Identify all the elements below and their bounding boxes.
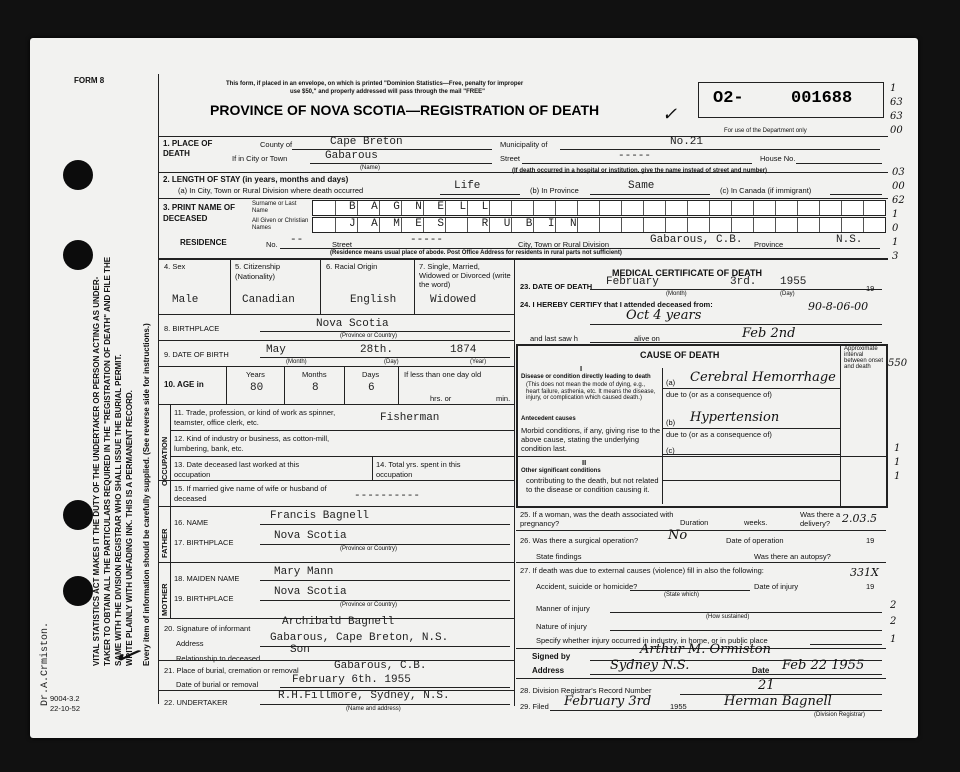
father-name-value: Francis Bagnell xyxy=(270,510,370,522)
residence-street-label: Street xyxy=(332,240,353,249)
less-than-day-label: If less than one day old xyxy=(404,370,482,379)
margin-check: ✓ xyxy=(108,634,145,677)
informant-value: Archibald Bagnell xyxy=(282,616,395,628)
weeks-label: weeks. xyxy=(744,518,768,527)
nature-label: Nature of injury xyxy=(536,622,587,631)
trade-value: Fisherman xyxy=(380,412,440,424)
cause-b-label: (b) xyxy=(666,418,676,427)
registrar-signature: Herman Bagnell xyxy=(724,694,832,709)
citizenship-label: 5. Citizenship (Nationality) xyxy=(235,262,281,281)
undertaker-label: 22. UNDERTAKER xyxy=(164,698,228,707)
margin-code: 3 xyxy=(892,251,899,262)
father-birthplace-value: Nova Scotia xyxy=(274,530,347,542)
years-value: 80 xyxy=(250,382,264,394)
death-month-caption: (Month) xyxy=(666,291,687,297)
margin-code: 2 xyxy=(890,600,897,611)
stay-city-label: (a) In City, Town or Rural Division where death occurred xyxy=(178,186,364,195)
filed-value: February 3rd xyxy=(564,694,652,709)
residence-province-value: N.S. xyxy=(836,234,863,246)
sidebar-note-3: SAME WITH THE DIVISION REGISTRAR WHO SHALL ISSUE THE BURIAL PERMIT. xyxy=(114,354,123,666)
record-number-label: 28. Division Registrar's Record Number xyxy=(520,686,652,695)
other-conditions-label: Other significant conditions xyxy=(521,468,601,474)
margin-codes-top xyxy=(890,82,912,138)
operation-value: No xyxy=(668,528,688,543)
street-label: Street xyxy=(500,154,521,163)
due-to-a: due to (or as a consequence of) xyxy=(666,390,772,399)
city-town-value: Gabarous xyxy=(325,150,378,162)
county-label: County of xyxy=(260,140,293,149)
stay-province-value: Same xyxy=(628,180,655,192)
death-day: 3rd. xyxy=(730,276,757,288)
punch-hole xyxy=(63,240,93,270)
margin-code: 2 xyxy=(890,616,897,627)
hrs-label: hrs. or xyxy=(430,394,452,403)
residence-city-label: City, Town or Rural Division xyxy=(518,240,609,249)
residence-street-value: ----- xyxy=(410,234,444,246)
margin-code: 63 xyxy=(890,111,903,122)
state-which-caption: (State which) xyxy=(664,592,700,598)
accident-label: Accident, suicide or homicide? xyxy=(536,582,638,591)
stay-province-label: (b) In Province xyxy=(530,186,579,195)
informant-address-label: Address xyxy=(176,639,204,648)
death-month: February xyxy=(606,276,659,288)
how-sustained-caption: (How sustained) xyxy=(706,614,750,620)
father-name-label: 16. NAME xyxy=(174,518,209,527)
father-province-caption: (Province or Country) xyxy=(340,546,398,552)
punch-hole xyxy=(63,576,93,606)
cause-b-value: Hypertension xyxy=(690,410,780,425)
last-worked-label: 13. Date deceased last worked at this occupation xyxy=(174,460,300,479)
municipality-value: No.21 xyxy=(670,136,704,148)
autopsy-label: Was there an autopsy? xyxy=(754,552,831,561)
residence-label: RESIDENCE xyxy=(180,238,227,247)
day-caption: (Day) xyxy=(384,359,399,365)
margin-name: Dr.A.Crmiston. xyxy=(40,621,51,706)
residence-no-value: -- xyxy=(290,234,304,246)
residence-no-label: No. xyxy=(266,240,278,249)
margin-code: 2.03.5 xyxy=(842,512,877,525)
interval-header: Approximate interval between onset and death xyxy=(844,346,884,370)
death-registration-form xyxy=(30,38,918,738)
postal-note-2: use $50," and properly addressed will pass through the mail "FREE" xyxy=(290,89,485,95)
county-value: Cape Breton xyxy=(330,136,403,148)
margin-code: 63 xyxy=(890,97,903,108)
margin-codes-low xyxy=(894,442,916,484)
other-conditions-note: contributing to the death, but not related to the disease or condition causing it. xyxy=(526,476,659,494)
reg-prefix: O2- xyxy=(713,89,744,108)
sex-value: Male xyxy=(172,294,199,306)
surname-boxes xyxy=(312,200,886,216)
informant-signature-label: 20. Signature of informant xyxy=(164,624,251,633)
days-label: Days xyxy=(362,370,380,379)
wife-name-label: 15. If married give name of wife or husband of deceased xyxy=(174,484,327,503)
sidebar-note-5: Every item of information should be carefully supplied. (See reverse side for instructions.) xyxy=(142,323,151,666)
mother-birthplace-label: 19. BIRTHPLACE xyxy=(174,594,234,603)
death-date-label: 23. DATE OF DEATH xyxy=(520,282,593,291)
margin-code: 1 xyxy=(894,471,901,482)
injury-year-suffix: 19 xyxy=(866,582,875,591)
death-year: 1955 xyxy=(780,276,807,288)
mother-name-label: 18. MAIDEN NAME xyxy=(174,574,240,583)
house-no-label: House No. xyxy=(760,154,796,163)
racial-origin-label: 6. Racial Origin xyxy=(326,262,378,271)
dob-year: 1874 xyxy=(450,344,477,356)
stay-city-value: Life xyxy=(454,180,481,192)
length-of-stay-label: 2. LENGTH OF STAY (in years, months and days) xyxy=(163,175,349,184)
last-saw-value: Feb 2nd xyxy=(742,326,796,341)
punch-hole xyxy=(63,160,93,190)
injury-date-label: Date of injury xyxy=(754,582,799,591)
residence-note: (Residence means usual place of abode. Post Office Address for residents in rural parts not sufficient) xyxy=(330,250,622,256)
operation-label: 26. Was there a surgical operation? xyxy=(520,536,639,545)
doctor-address-value: Sydney N.S. xyxy=(610,658,690,673)
postal-note: This form, if placed in an envelope, on which is printed "Dominion Statistics—Free, penalty for improper xyxy=(226,81,524,87)
findings-label: State findings xyxy=(536,552,582,561)
dept-use-caption: For use of the Department only xyxy=(724,128,807,134)
antecedent-label: Antecedent causes xyxy=(521,416,576,422)
mother-name-value: Mary Mann xyxy=(274,566,334,578)
duration-label: Duration xyxy=(680,518,709,527)
relationship-label: Relationship to deceased xyxy=(176,654,261,663)
certify-label: 24. I HEREBY CERTIFY that I attended deceased from: xyxy=(520,300,713,309)
dob-label: 9. DATE OF BIRTH xyxy=(164,350,229,359)
reg-number: 001688 xyxy=(791,89,853,108)
birthplace-value: Nova Scotia xyxy=(316,318,389,330)
registration-number-box xyxy=(698,82,884,118)
industry-question: Specify whether injury occurred in industry, in home, or in public place xyxy=(536,636,768,645)
antecedent-note: Morbid conditions, if any, giving rise to the above cause, stating the underlying condition last. xyxy=(521,426,661,453)
marital-status-label: 7. Single, Married, Widowed or Divorced (write the word) xyxy=(419,262,511,289)
mother-birthplace-value: Nova Scotia xyxy=(274,586,347,598)
street-value: ----- xyxy=(618,150,652,162)
margin-code: 00 xyxy=(890,125,903,136)
margin-code: 331X xyxy=(850,566,879,579)
medical-certificate-header: MEDICAL CERTIFICATE OF DEATH xyxy=(612,268,762,278)
year-caption: (Year) xyxy=(470,359,487,365)
province-caption: (Province or Country) xyxy=(340,333,398,339)
burial-date-label: Date of burial or removal xyxy=(176,680,259,689)
months-label: Months xyxy=(302,370,327,379)
mother-province-caption: (Province or Country) xyxy=(340,602,398,608)
wife-name-value: ---------- xyxy=(354,490,421,502)
form-number: FORM 8 xyxy=(74,76,105,85)
age-label: 10. AGE in xyxy=(164,380,204,389)
form-code: 9004-3.2 xyxy=(50,694,80,703)
hospital-note: (If death occurred in a hospital or institution, give the name instead of street and number) xyxy=(512,168,768,174)
pregnancy-label: 25. If a woman, was the death associated with pregnancy? xyxy=(520,510,674,528)
cause-c-label: (c) xyxy=(666,446,675,455)
margin-codes-mid xyxy=(892,166,914,264)
industry-label: 12. Kind of industry or business, as cotton-mill, lumbering, bank, etc. xyxy=(174,434,330,453)
city-town-label: If in City or Town xyxy=(232,154,288,163)
operation-date-label: Date of operation xyxy=(726,536,784,545)
given-names-value: JAMES RUBIN xyxy=(349,218,593,230)
part-two-label: II xyxy=(582,458,587,467)
margin-code: 00 xyxy=(892,181,905,192)
name-caption: (Name) xyxy=(360,165,381,171)
filed-year: 1955 xyxy=(670,702,687,711)
sign-date-label: Date xyxy=(752,666,770,675)
sidebar-note-2: TAKER TO OBTAIN ALL THE PARTICULARS REQUIRED IN THE "REGISTRATION OF DEATH" AND FILE THE xyxy=(103,256,112,666)
citizenship-value: Canadian xyxy=(242,294,295,306)
sex-label: 4. Sex xyxy=(164,262,186,271)
margin-code: 550 xyxy=(888,358,908,369)
margin-code: 1 xyxy=(890,83,897,94)
margin-code: 1 xyxy=(892,209,899,220)
death-year-suffix: 19 xyxy=(866,284,875,293)
place-of-death-label: 1. PLACE OF DEATH xyxy=(163,139,213,158)
undertaker-caption: (Name and address) xyxy=(346,706,401,712)
print-name-label: 3. PRINT NAME OF DECEASED xyxy=(163,203,236,223)
stay-canada-label: (c) In Canada (if immigrant) xyxy=(720,186,812,195)
informant-address-value: Gabarous, Cape Breton, N.S. xyxy=(270,632,449,644)
external-causes-label: 27. If death was due to external causes (violence) fill in also the following: xyxy=(520,566,764,575)
sidebar-note-1: VITAL STATISTICS ACT MAKES IT THE DUTY OF THE UNDERTAKER OR PERSON ACTING AS UNDER- xyxy=(92,276,101,666)
relationship-value: Son xyxy=(290,644,310,656)
due-to-b: due to (or as a consequence of) xyxy=(666,430,772,439)
cause-a-value: Cerebral Hemorrhage xyxy=(690,370,836,385)
signed-by-value: Arthur M. Ormiston xyxy=(640,642,771,657)
alive-on-label: alive on xyxy=(634,334,660,343)
cause-header: CAUSE OF DEATH xyxy=(640,350,720,360)
margin-code: 0 xyxy=(892,223,899,234)
mother-side-label: MOTHER xyxy=(160,583,169,616)
residence-province-label: Province xyxy=(754,240,784,249)
given-names-label: All Given or Christian Names xyxy=(252,218,309,231)
days-value: 6 xyxy=(368,382,375,394)
side-note: 90-8-06-00 xyxy=(808,300,869,313)
attended-value: Oct 4 years xyxy=(626,308,702,323)
margin-code: 03 xyxy=(892,167,905,178)
doctor-address-label: Address xyxy=(532,666,565,675)
father-side-label: FATHER xyxy=(160,528,169,558)
form-code-date: 22-10-52 xyxy=(50,704,81,713)
operation-year-suffix: 19 xyxy=(866,536,875,545)
burial-date-value: February 6th. 1955 xyxy=(292,674,411,686)
burial-place-value: Gabarous, C.B. xyxy=(334,660,427,672)
sidebar-note-4: WRITE PLAINLY WITH UNFADING INK. THIS IS A PERMANENT RECORD. xyxy=(125,390,134,666)
tick-mark: ✓ xyxy=(662,104,678,125)
cause-a-label: (a) xyxy=(666,378,676,387)
margin-code: 1 xyxy=(894,443,901,454)
father-birthplace-label: 17. BIRTHPLACE xyxy=(174,538,234,547)
racial-origin-value: English xyxy=(350,294,397,306)
residence-city-value: Gabarous, C.B. xyxy=(650,234,743,246)
manner-label: Manner of injury xyxy=(536,604,590,613)
form-title: PROVINCE OF NOVA SCOTIA—REGISTRATION OF DEATH xyxy=(210,102,600,118)
birthplace-label: 8. BIRTHPLACE xyxy=(164,324,220,333)
min-label: min. xyxy=(496,394,511,403)
disease-note: (This does not mean the mode of dying, e.g., heart failure, asthenia, etc. It means the disease, injury, or complication which caused death.) xyxy=(526,382,656,401)
record-number-value: 21 xyxy=(758,678,775,693)
surname-label: Surname or Last Name xyxy=(252,201,297,214)
municipality-label: Municipality of xyxy=(500,140,548,149)
margin-code: 1 xyxy=(890,634,897,645)
margin-code: 1 xyxy=(892,237,899,248)
burial-place-label: 21. Place of burial, cremation or removal xyxy=(164,666,299,675)
registrar-caption: (Division Registrar) xyxy=(814,712,866,718)
surname-value: BAGNELL xyxy=(349,201,504,213)
delivery-label: Was there a delivery? xyxy=(800,510,841,528)
sign-date-value: Feb 22 1955 xyxy=(782,658,865,673)
years-label: Years xyxy=(246,370,265,379)
dob-day: 28th. xyxy=(360,344,394,356)
total-years-label: 14. Total yrs. spent in this occupation xyxy=(376,460,461,479)
dob-month: May xyxy=(266,344,286,356)
occupation-side-label: OCCUPATION xyxy=(160,436,169,486)
marital-status-value: Widowed xyxy=(430,294,477,306)
disease-label: Disease or condition directly leading to death xyxy=(521,374,651,380)
month-caption: (Month) xyxy=(286,359,307,365)
margin-code: 1 xyxy=(894,457,901,468)
months-value: 8 xyxy=(312,382,319,394)
death-day-caption: (Day) xyxy=(780,291,795,297)
given-names-boxes xyxy=(312,217,886,233)
last-saw-label: and last saw h xyxy=(530,334,578,343)
filed-label: 29. Filed xyxy=(520,702,549,711)
punch-hole xyxy=(63,500,93,530)
signed-by-label: Signed by xyxy=(532,652,571,661)
trade-label: 11. Trade, profession, or kind of work as spinner, teamster, office clerk, etc. xyxy=(174,408,336,427)
undertaker-value: R.H.Fillmore, Sydney, N.S. xyxy=(278,690,450,702)
part-one-label: I xyxy=(580,364,583,373)
margin-code: 62 xyxy=(892,195,905,206)
